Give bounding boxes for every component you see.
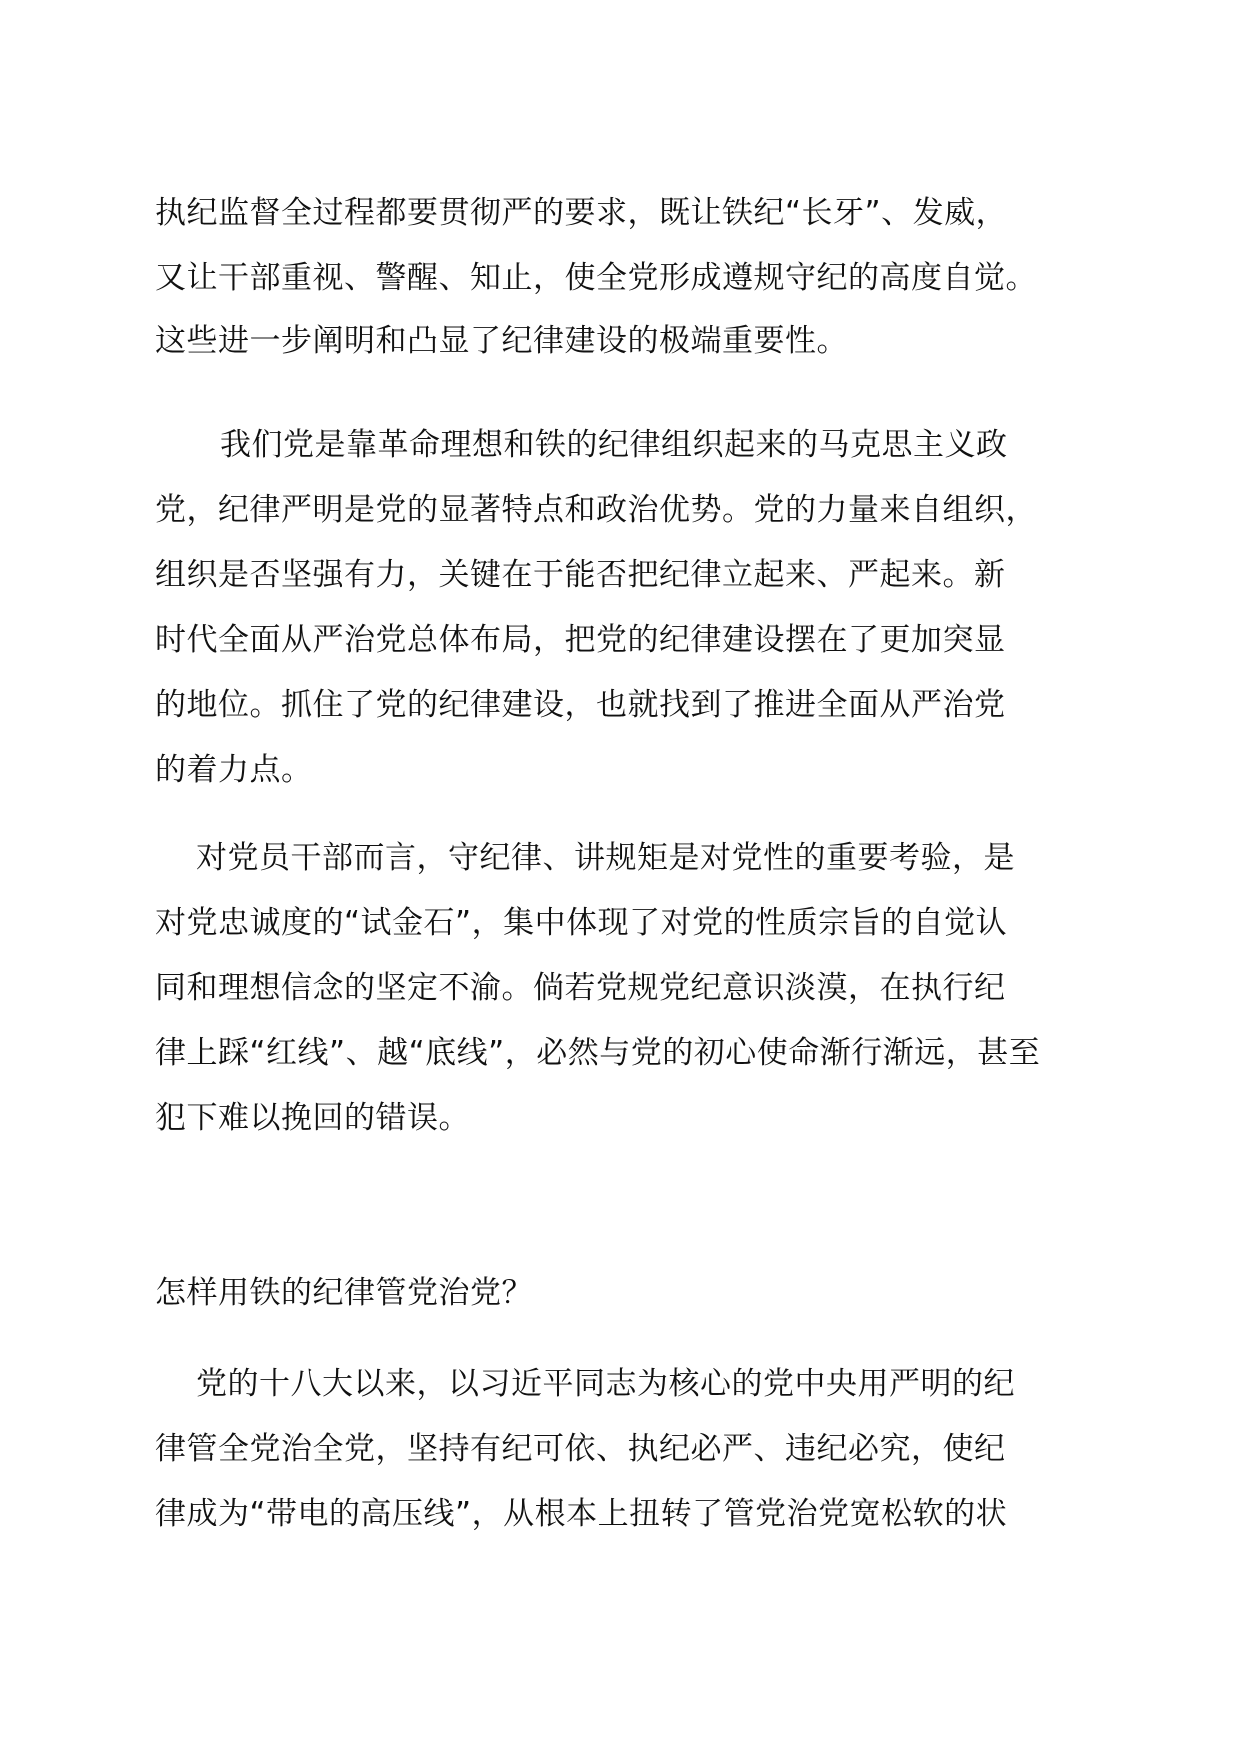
section-heading: 怎样用铁的纪律管党治党？ — [155, 1275, 533, 1311]
paragraph-2-line-1: 我们党是靠革命理想和铁的纪律组织起来的马克思主义政 — [220, 427, 1008, 463]
paragraph-2-line-6: 的着力点。 — [155, 752, 313, 788]
paragraph-2-line-5: 的地位。抓住了党的纪律建设，也就找到了推进全面从严治党 — [155, 687, 1006, 723]
paragraph-2-line-4: 时代全面从严治党总体布局，把党的纪律建设摆在了更加突显 — [155, 622, 1006, 658]
paragraph-3-line-5: 犯下难以挽回的错误。 — [155, 1100, 470, 1136]
paragraph-1-line-1: 执纪监督全过程都要贯彻严的要求，既让铁纪“长牙”、发威， — [155, 195, 1008, 231]
paragraph-4-line-2: 律管全党治全党，坚持有纪可依、执纪必严、违纪必究，使纪 — [155, 1431, 1006, 1467]
paragraph-4-line-3: 律成为“带电的高压线”，从根本上扭转了管党治党宽松软的状 — [155, 1496, 1008, 1532]
paragraph-3-line-2: 对党忠诚度的“试金石”，集中体现了对党的性质宗旨的自觉认 — [155, 905, 1008, 941]
paragraph-2-line-2: 党，纪律严明是党的显著特点和政治优势。党的力量来自组织， — [155, 492, 1037, 528]
paragraph-2-line-3: 组织是否坚强有力，关键在于能否把纪律立起来、严起来。新 — [155, 557, 1006, 593]
paragraph-3-line-4: 律上踩“红线”、越“底线”，必然与党的初心使命渐行渐远，甚至 — [155, 1035, 1041, 1071]
paragraph-4-line-1: 党的十八大以来，以习近平同志为核心的党中央用严明的纪 — [196, 1366, 1015, 1402]
paragraph-3-line-3: 同和理想信念的坚定不渝。倘若党规党纪意识淡漠，在执行纪 — [155, 970, 1006, 1006]
paragraph-1-line-3: 这些进一步阐明和凸显了纪律建设的极端重要性。 — [155, 323, 848, 359]
paragraph-3-line-1: 对党员干部而言，守纪律、讲规矩是对党性的重要考验，是 — [196, 840, 1015, 876]
paragraph-1-line-2: 又让干部重视、警醒、知止，使全党形成遵规守纪的高度自觉。 — [155, 260, 1037, 296]
